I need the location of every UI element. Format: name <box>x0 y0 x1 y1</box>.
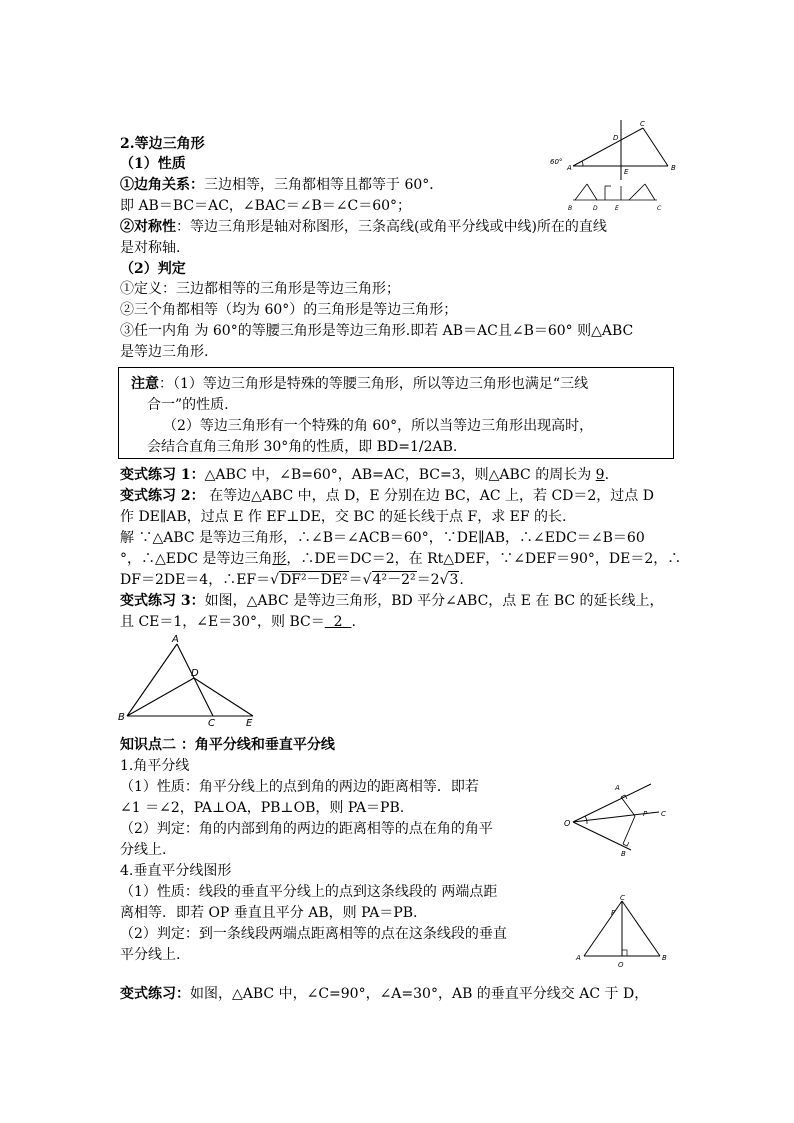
fig1-bottom-c: C <box>657 205 662 212</box>
exercise-3-text: 如图，△ABC 是等边三角形，BD 平分∠ABC，点 E 在 BC 的延长线上， <box>204 593 664 609</box>
exercise-3-line-2a: 且 CE＝1，∠E＝30°，则 BC＝ <box>120 614 325 630</box>
section-title: 2.等边三角形 <box>120 136 205 152</box>
fig2-label-a: A <box>172 634 179 645</box>
fig2-label-c: C <box>208 718 215 728</box>
solution-line-3: DF＝2DE＝4，∴EF＝√DF²－DE²＝√4²－2²＝2√3. <box>120 572 464 588</box>
solution-line-1: 解 ∵△ABC 是等边三角形，∴∠B＝∠ACB＝60°，∵DE∥AB，∴∠EDC＝∠B＝60 <box>120 530 645 546</box>
fig1-angle-label: 60° <box>550 158 563 166</box>
property-2-text: ：等边三角形是轴对称图形，三条高线(或角平分线或中线)所在的直线 <box>176 219 607 235</box>
angle-bisector-heading: 1.角平分线 <box>120 758 190 774</box>
exercise-3-label: 变式练习 3： <box>120 593 205 609</box>
angle-bisector-property-2: ∠1 ＝∠2，PA⊥OA，PB⊥OB，则 PA＝PB. <box>120 800 405 816</box>
note-line-2: 合一”的性质. <box>147 397 229 413</box>
fig1-bottom-d: D <box>593 205 598 212</box>
solution-end: . <box>459 572 464 588</box>
angle-bisector-judge-1: （2）判定：角的内部到角的两边的距离相等的点在角的角平 <box>120 821 493 837</box>
perp-bisector-judge-2: 平分线上. <box>120 947 181 963</box>
fig1-label-c: C <box>640 120 645 128</box>
property-heading: （1）性质 <box>120 156 186 172</box>
fig1-label-e: E <box>624 168 629 176</box>
solution-line-2a: °，∴△EDC 是等边三角 <box>120 551 273 567</box>
property-1 <box>120 175 443 195</box>
note-line-1 <box>131 374 588 394</box>
fig3-label-o: O <box>564 819 571 828</box>
judge-3: ③任一内角 为 60°的等腰三角形是等边三角形.即若 AB＝AC且∠B＝60° 则△ABC <box>120 323 634 339</box>
property-1-text: 三边相等，三角都相等且都等于 60°． <box>204 177 444 193</box>
perp-bisector-heading: 4.垂直平分线图形 <box>120 863 232 879</box>
perp-bisector-property-2: 离相等．即若 OP 垂直且平分 AB，则 PA＝PB. <box>120 905 418 921</box>
property-1-detail: 即 AB＝BC＝AC，∠BAC＝∠B＝∠C＝60°； <box>120 198 412 214</box>
perp-bisector-judge-1: （2）判定：到一条线段两端点距离相等的点在这条线段的垂直 <box>120 926 507 942</box>
solution-line-2 <box>120 549 681 569</box>
knowledge-2-title-b: ：角平分线和垂直平分线 <box>180 737 335 753</box>
figure-2-triangle <box>115 632 265 728</box>
exercise-2 <box>120 486 654 506</box>
fig3-label-b: B <box>621 850 626 858</box>
exercise-3-answer: 2 <box>324 614 352 630</box>
figure-3-angle-bisector <box>563 772 678 858</box>
fig1-label-b: B <box>671 164 676 172</box>
radical-3: 3 <box>449 572 459 588</box>
fig3-label-c: C <box>661 810 666 818</box>
property-1-lead: ①边角关系： <box>120 177 204 193</box>
note-label: 注意 <box>131 376 159 392</box>
judge-heading: （2）判定 <box>120 261 186 277</box>
radical-2: 4²－2² <box>372 572 416 588</box>
exercise-2-line-2: 作 DE∥AB，过点 E 作 EF⊥DE，交 BC 的延长线于点 F，求 EF 的长. <box>120 509 567 525</box>
solution-line-2b: 形 <box>272 551 287 567</box>
fig1-label-d: D <box>613 134 619 142</box>
note-line-4: 会结合直角三角形 30°角的性质，即 BD=1/2AB. <box>147 439 458 455</box>
property-2-lead: ②对称性 <box>120 219 176 235</box>
judge-2: ②三个角都相等（均为 60°）的三角形是等边三角形； <box>120 302 458 318</box>
angle-bisector-judge-2: 分线上. <box>120 842 167 858</box>
exercise-3 <box>120 591 664 611</box>
solution-line-2c: ，∴DE＝DC＝2，在 Rt△DEF，∵∠DEF＝90°，DE＝2，∴ <box>286 551 682 567</box>
exercise-1-text: △ABC 中，∠B=60°，AB=AC，BC=3，则△ABC 的周长为 <box>204 467 596 483</box>
fig2-label-d: D <box>191 668 199 679</box>
angle-bisector-property-1: （1）性质：角平分线上的点到角的两边的距离相等．即若 <box>120 779 479 795</box>
exercise-1-answer: 9 <box>595 467 605 483</box>
property-2-end: 是对称轴. <box>120 240 181 256</box>
exercise-1-label: 变式练习 1： <box>120 467 205 483</box>
fig4-label-c: C <box>620 894 625 902</box>
radical-1: DF²－DE² <box>280 572 348 588</box>
exercise-1 <box>120 465 609 485</box>
fig4-label-a: A <box>576 954 581 962</box>
property-2 <box>120 217 607 237</box>
note-line-3: （2）等边三角形有一个特殊的角 60°，所以当等边三角形出现高时， <box>163 418 594 434</box>
judge-1: ①定义：三边都相等的三角形是等边三角形； <box>120 281 400 297</box>
fig4-label-b: B <box>662 954 667 962</box>
knowledge-2-title <box>120 735 335 755</box>
fig1-label-a: A <box>567 164 572 172</box>
fig2-label-b: B <box>118 712 125 723</box>
exercise-4-text: 如图，△ABC 中，∠C=90°，∠A=30°，AB 的垂直平分线交 AC 于 D， <box>190 986 649 1002</box>
fig4-label-p: P <box>611 909 616 917</box>
fig2-label-e: E <box>246 718 253 728</box>
exercise-4-label: 变式练习： <box>120 986 190 1002</box>
solution-line-3a: DF＝2DE＝4，∴EF＝ <box>120 572 271 588</box>
fig3-label-a: A <box>615 784 620 792</box>
figure-1-triangle <box>545 118 685 214</box>
exercise-4 <box>120 984 648 1004</box>
fig3-label-p: P <box>643 810 648 818</box>
fig1-bottom-b: B <box>568 205 573 212</box>
fig4-label-o: O <box>618 961 624 969</box>
knowledge-2-title-a: 知识点二 <box>120 737 181 753</box>
solution-eq-1: ＝ <box>348 572 363 588</box>
judge-3-end: 是等边三角形. <box>120 344 209 360</box>
exercise-3-line-2 <box>120 612 356 632</box>
note-box <box>118 367 674 459</box>
note-line-1-text: ：（1）等边三角形是特殊的等腰三角形，所以等边三角形也满足“三线 <box>159 376 589 392</box>
solution-eq-2: ＝2 <box>416 572 440 588</box>
perp-bisector-property-1: （1）性质：线段的垂直平分线上的点到这条线段的 两端点距 <box>120 884 498 900</box>
exercise-2-text: 在等边△ABC 中，点 D，E 分别在边 BC，AC 上，若 CD＝2，过点 D <box>204 488 654 504</box>
figure-4-perp-bisector <box>568 893 676 971</box>
fig1-bottom-e: E <box>615 205 619 212</box>
exercise-1-end: . <box>604 467 610 483</box>
exercise-3-end: . <box>351 614 356 630</box>
exercise-2-label: 变式练习 2： <box>120 488 205 504</box>
